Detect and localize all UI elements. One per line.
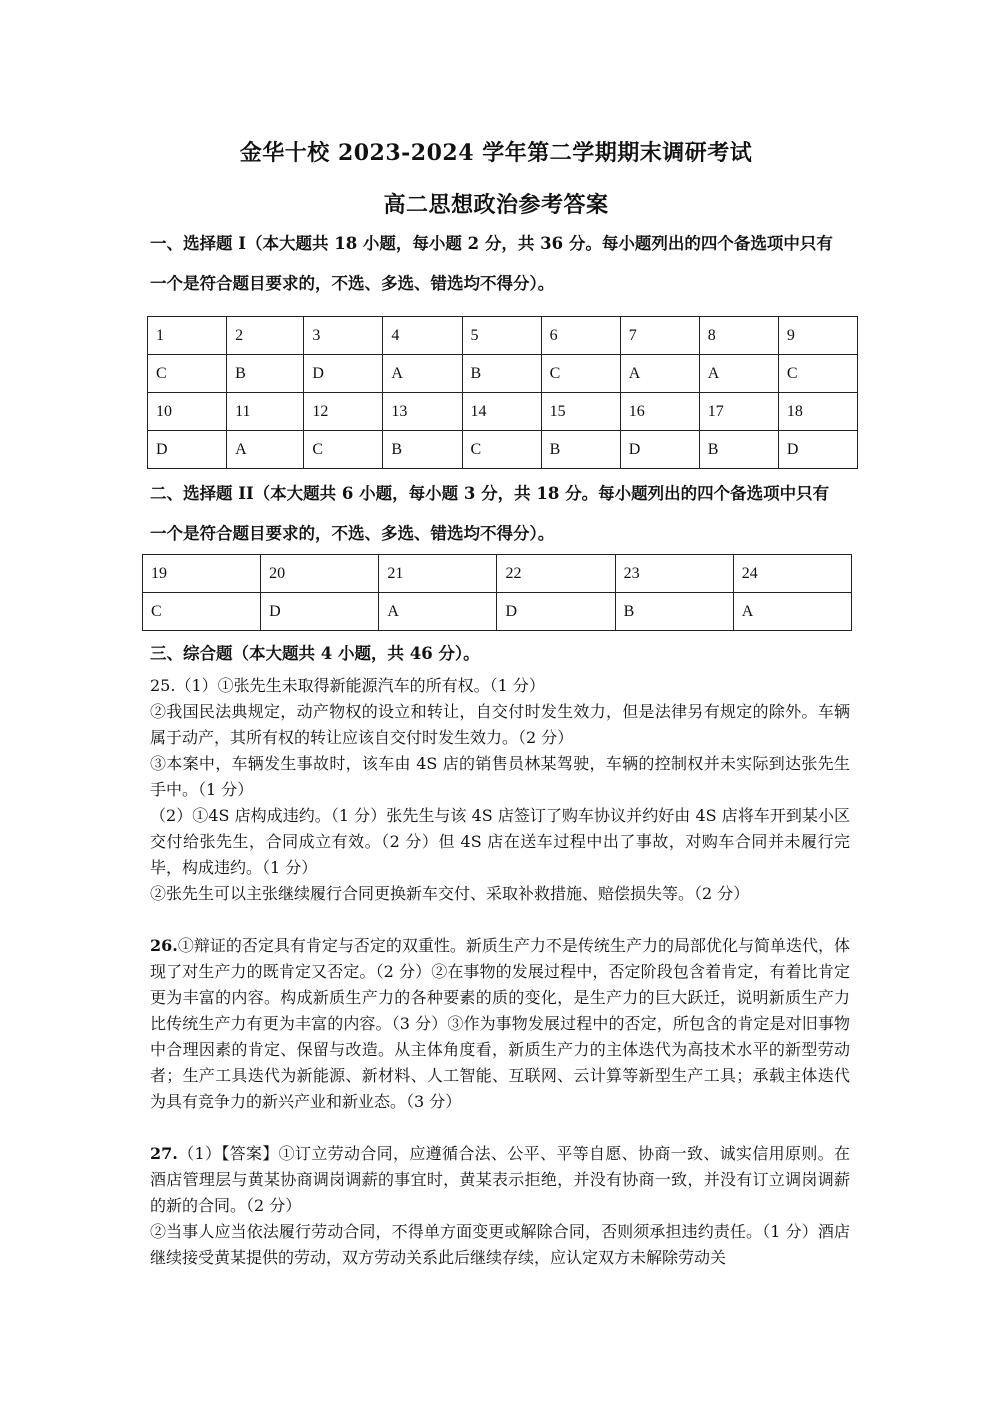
q25-point3: ③本案中，车辆发生事故时，该车由 4S 店的销售员林某驾驶，车辆的控制权并未实际到达张先生手中。（1 分） <box>150 754 850 799</box>
section2-question-number-cell: 23 <box>615 555 733 593</box>
question-25-answer <box>150 673 850 1271</box>
section1-answer-cell: C <box>148 355 227 393</box>
section2-answer-cell: D <box>497 593 615 631</box>
q26-number: 26. <box>150 936 178 955</box>
section1-answer-cell: B <box>541 431 620 469</box>
document-subtitle: 高二思想政治参考答案 <box>383 192 609 218</box>
section3-heading: 三、综合题（本大题共 4 小题，共 46 分）。 <box>150 644 480 663</box>
section2-heading-line1: 二、选择题 II（本大题共 6 小题，每小题 3 分，共 18 分。每小题列出的四个备选项中只有 <box>150 484 830 503</box>
section1-row <box>148 393 858 431</box>
section1-question-number-cell: 1 <box>148 317 227 355</box>
section1-heading-line1: 一、选择题 I（本大题共 18 小题，每小题 2 分，共 36 分。每小题列出的四个备选项中只有 <box>150 234 833 253</box>
section1-question-number-cell: 3 <box>304 317 383 355</box>
section1-question-number-cell: 14 <box>462 393 541 431</box>
section2-answer-cell: D <box>261 593 379 631</box>
q26-text: ①辩证的否定具有肯定与否定的双重性。新质生产力不是传统生产力的局部优化与简单迭代，体现了对生产力的既肯定又否定。（2 分）②在事物的发展过程中，否定阶段包含着肯定，有着比肯定更为丰富的内容。构成新质生产力的各种要素的质的变化，是生产力的巨大跃迁，说明新质生产力比传统生产力有更为丰富的内容。（3 分）③作为事物发展过程中的否定，所包含的肯定是对旧事物中合理因素的肯定、保留与改造。从主体角度看，新质生产力的主体迭代为高技术水平的新型劳动者；生产工具迭代为新能源、新材料、人工智能、互联网、云计算等新型生产工具；承载主体迭代为具有竞争力的新兴产业和新业态。（3 分） <box>150 936 850 1111</box>
section2-answer-cell: A <box>379 593 497 631</box>
section1-row <box>148 355 858 393</box>
document-title: 金华十校 2023-2024 学年第二学期期末调研考试 <box>239 140 753 166</box>
section1-answer-cell: D <box>304 355 383 393</box>
q27-point2: ②当事人应当依法履行劳动合同，不得单方面变更或解除合同，否则须承担违约责任。（1 分）酒店继续接受黄某提供的劳动，双方劳动关系此后继续存续，应认定双方未解除劳动关 <box>150 1222 850 1267</box>
q27-number: 27. <box>150 1144 178 1163</box>
section1-question-number-cell: 9 <box>778 317 857 355</box>
section1-answer-cell: D <box>148 431 227 469</box>
section1-question-number-cell: 17 <box>699 393 778 431</box>
section1-question-number-cell: 10 <box>148 393 227 431</box>
section1-answer-cell: D <box>620 431 699 469</box>
question-26-answer <box>150 933 850 1115</box>
section1-heading-line2: 一个是符合题目要求的，不选、多选、错选均不得分）。 <box>150 274 555 293</box>
section1-question-number-cell: 4 <box>383 317 462 355</box>
section2-heading <box>150 474 860 554</box>
section1-answer-cell: A <box>699 355 778 393</box>
section2-question-number-cell: 24 <box>733 555 851 593</box>
section2-answer-cell: A <box>733 593 851 631</box>
section2-answer-table <box>142 554 852 631</box>
section1-answer-cell: B <box>462 355 541 393</box>
section1-question-number-cell: 8 <box>699 317 778 355</box>
section2-question-number-cell: 22 <box>497 555 615 593</box>
section1-answer-cell: C <box>778 355 857 393</box>
section2-answer-cell: B <box>615 593 733 631</box>
section2-row <box>143 555 852 593</box>
section1-answer-cell: C <box>462 431 541 469</box>
section2-answer-cell: C <box>143 593 261 631</box>
q25-part1: 25.（1）①张先生未取得新能源汽车的所有权。（1 分） <box>150 676 545 695</box>
section2-heading-line2: 一个是符合题目要求的，不选、多选、错选均不得分）。 <box>150 524 555 543</box>
section1-answer-cell: A <box>383 355 462 393</box>
section1-answer-cell: C <box>304 431 383 469</box>
q27-part1: （1）【答案】①订立劳动合同，应遵循合法、公平、平等自愿、协商一致、诚实信用原则。在酒店管理层与黄某协商调岗调薪的事宜时，黄某表示拒绝，并没有协商一致，并没有订立调岗调薪的新的合同。（2 分） <box>150 1144 850 1215</box>
section1-question-number-cell: 15 <box>541 393 620 431</box>
section1-answer-cell: B <box>227 355 304 393</box>
section1-answer-cell: A <box>227 431 304 469</box>
section1-question-number-cell: 5 <box>462 317 541 355</box>
section1-question-number-cell: 13 <box>383 393 462 431</box>
section1-answer-cell: B <box>699 431 778 469</box>
section2-row <box>143 593 852 631</box>
q25-part2-point2: ②张先生可以主张继续履行合同更换新车交付、采取补救措施、赔偿损失等。（2 分） <box>150 884 750 903</box>
section1-heading <box>150 224 860 304</box>
section1-question-number-cell: 7 <box>620 317 699 355</box>
section1-question-number-cell: 16 <box>620 393 699 431</box>
section1-answer-table <box>147 316 858 469</box>
section2-question-number-cell: 21 <box>379 555 497 593</box>
section2-question-number-cell: 20 <box>261 555 379 593</box>
section1-answer-cell: C <box>541 355 620 393</box>
section2-question-number-cell: 19 <box>143 555 261 593</box>
section1-question-number-cell: 18 <box>778 393 857 431</box>
section1-answer-cell: B <box>383 431 462 469</box>
q25-part2: （2）①4S 店构成违约。（1 分）张先生与该 4S 店签订了购车协议并约好由 4S 店将车开到某小区交付给张先生，合同成立有效。（2 分）但 4S 店在送车过程中出了事故，对购车合同并未履行完毕，构成违约。（1 分） <box>150 806 850 877</box>
section1-question-number-cell: 2 <box>227 317 304 355</box>
section1-question-number-cell: 12 <box>304 393 383 431</box>
section1-answer-cell: A <box>620 355 699 393</box>
question-27-answer <box>150 1141 850 1219</box>
section1-question-number-cell: 11 <box>227 393 304 431</box>
section1-answer-cell: D <box>778 431 857 469</box>
section1-row <box>148 431 858 469</box>
section1-row <box>148 317 858 355</box>
section1-question-number-cell: 6 <box>541 317 620 355</box>
q25-point2: ②我国民法典规定，动产物权的设立和转让，自交付时发生效力，但是法律另有规定的除外。车辆属于动产，其所有权的转让应该自交付时发生效力。（2 分） <box>150 702 850 747</box>
